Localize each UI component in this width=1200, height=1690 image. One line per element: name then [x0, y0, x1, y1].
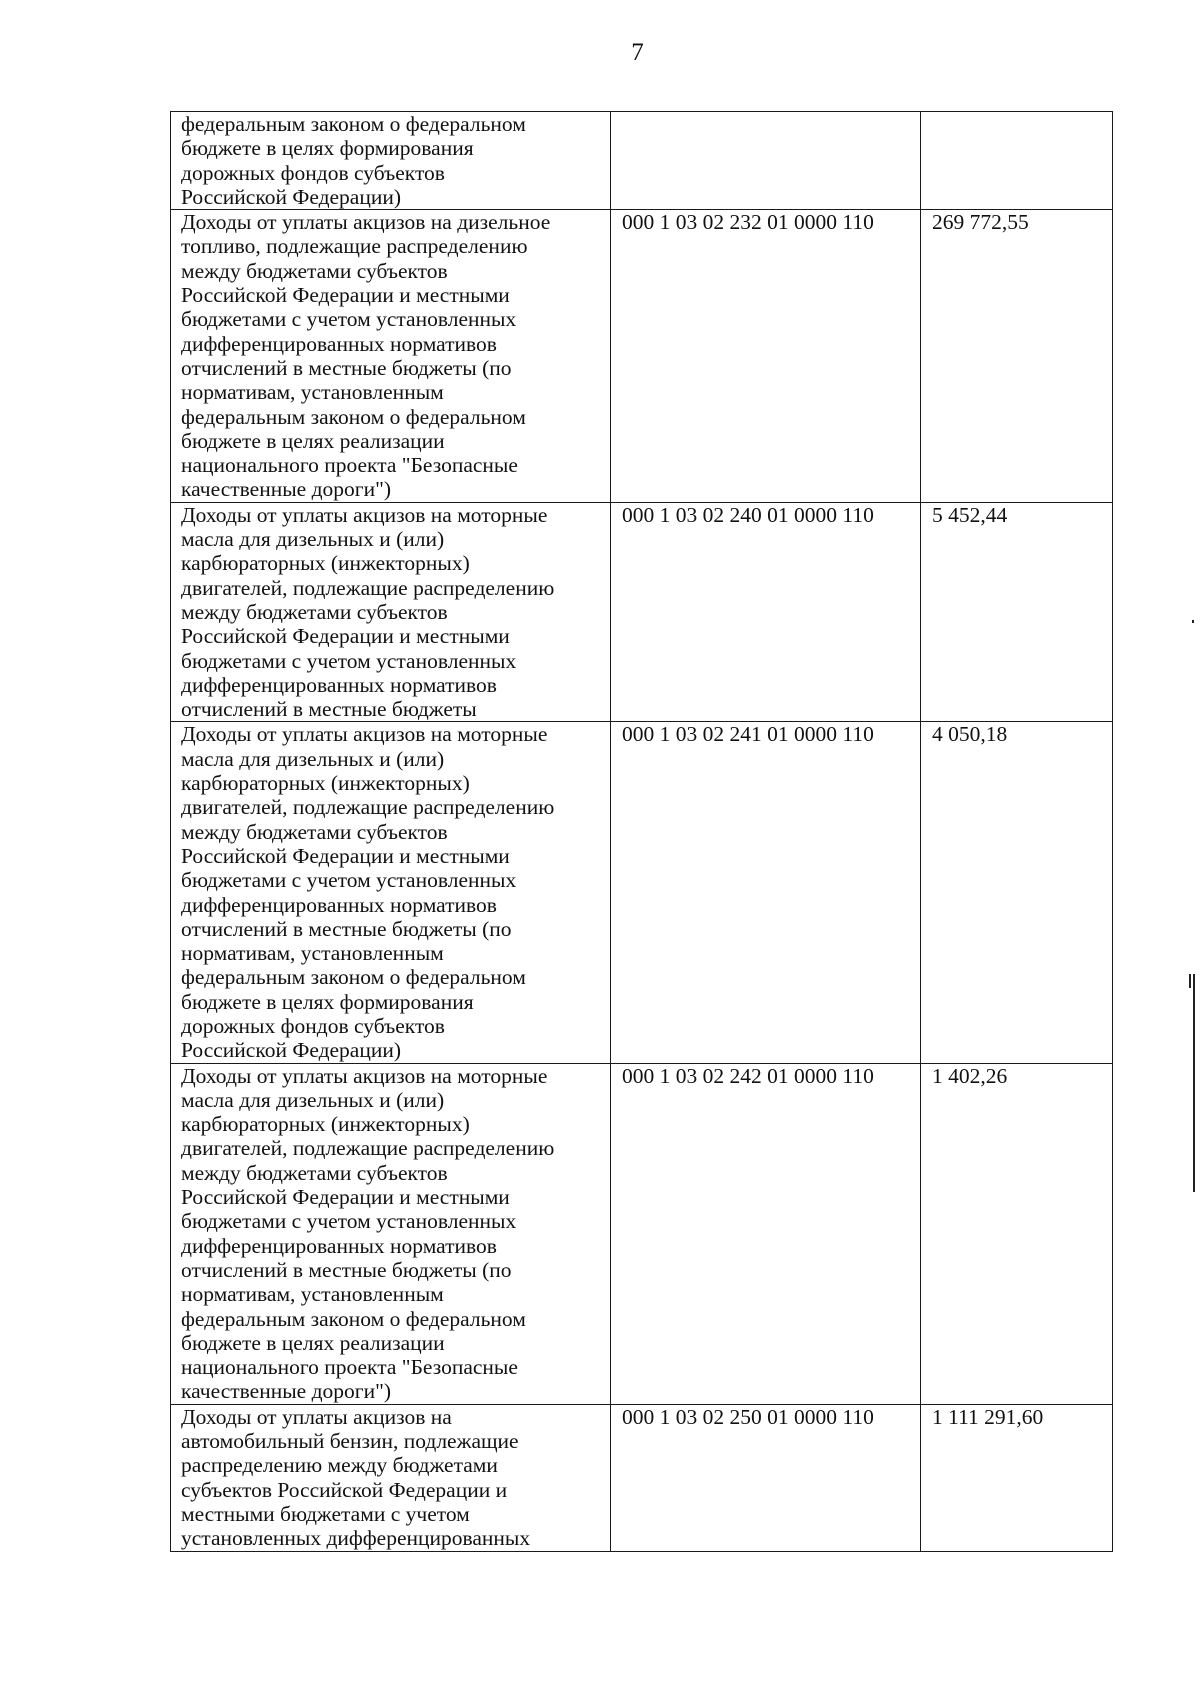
table-row [171, 112, 1113, 210]
budget-code-cell: 000 1 03 02 240 01 0000 110 [611, 502, 921, 722]
table-row [171, 502, 1113, 722]
table-row [171, 722, 1113, 1063]
revenue-description-cell: Доходы от уплаты акцизов на дизельное топливо, подлежащие распределению между бюджетами субъектов Российской Федерации и местными бюджетами с учетом установленных дифференцированных нормативов отчислений в местные бюджеты (по нормативам, установленным федеральным законом о федеральном бюджете в целях реализации национального проекта "Безопасные качественные дороги") [171, 210, 611, 503]
amount-cell [921, 112, 1113, 210]
table-row [171, 1404, 1113, 1551]
budget-code-cell: 000 1 03 02 241 01 0000 110 [611, 722, 921, 1063]
budget-code-cell: 000 1 03 02 232 01 0000 110 [611, 210, 921, 503]
table-row [171, 1063, 1113, 1404]
budget-code-cell: 000 1 03 02 242 01 0000 110 [611, 1063, 921, 1404]
amount-cell: 1 402,26 [921, 1063, 1113, 1404]
revenue-description-cell: Доходы от уплаты акцизов на автомобильный бензин, подлежащие распределению между бюджетами субъектов Российской Федерации и местными бюджетами с учетом установленных дифференцированных [171, 1404, 611, 1551]
table-row [171, 210, 1113, 503]
scan-edge-mark [1189, 974, 1191, 988]
revenue-description-cell: Доходы от уплаты акцизов на моторные масла для дизельных и (или) карбюраторных (инжекторных) двигателей, подлежащие распределению между бюджетами субъектов Российской Федерации и местными бюджетами с учетом установленных дифференцированных нормативов отчислений в местные бюджеты [171, 502, 611, 722]
revenue-description-cell: федеральным законом о федеральном бюджете в целях формирования дорожных фондов субъектов Российской Федерации) [171, 112, 611, 210]
page-number: 7 [631, 39, 644, 66]
revenue-description-cell: Доходы от уплаты акцизов на моторные масла для дизельных и (или) карбюраторных (инжекторных) двигателей, подлежащие распределению между бюджетами субъектов Российской Федерации и местными бюджетами с учетом установленных дифференцированных нормативов отчислений в местные бюджеты (по нормативам, установленным федеральным законом о федеральном бюджете в целях формирования дорожных фондов субъектов Российской Федерации) [171, 722, 611, 1063]
revenue-table [170, 111, 1113, 1552]
amount-cell: 1 111 291,60 [921, 1404, 1113, 1551]
amount-cell: 5 452,44 [921, 502, 1113, 722]
amount-cell: 4 050,18 [921, 722, 1113, 1063]
scan-edge-mark [1192, 620, 1194, 623]
budget-code-cell: 000 1 03 02 250 01 0000 110 [611, 1404, 921, 1551]
budget-code-cell [611, 112, 921, 210]
revenue-description-cell: Доходы от уплаты акцизов на моторные масла для дизельных и (или) карбюраторных (инжекторных) двигателей, подлежащие распределению между бюджетами субъектов Российской Федерации и местными бюджетами с учетом установленных дифференцированных нормативов отчислений в местные бюджеты (по нормативам, установленным федеральным законом о федеральном бюджете в целях реализации национального проекта "Безопасные качественные дороги") [171, 1063, 611, 1404]
scan-edge-mark [1193, 974, 1195, 1192]
amount-cell: 269 772,55 [921, 210, 1113, 503]
